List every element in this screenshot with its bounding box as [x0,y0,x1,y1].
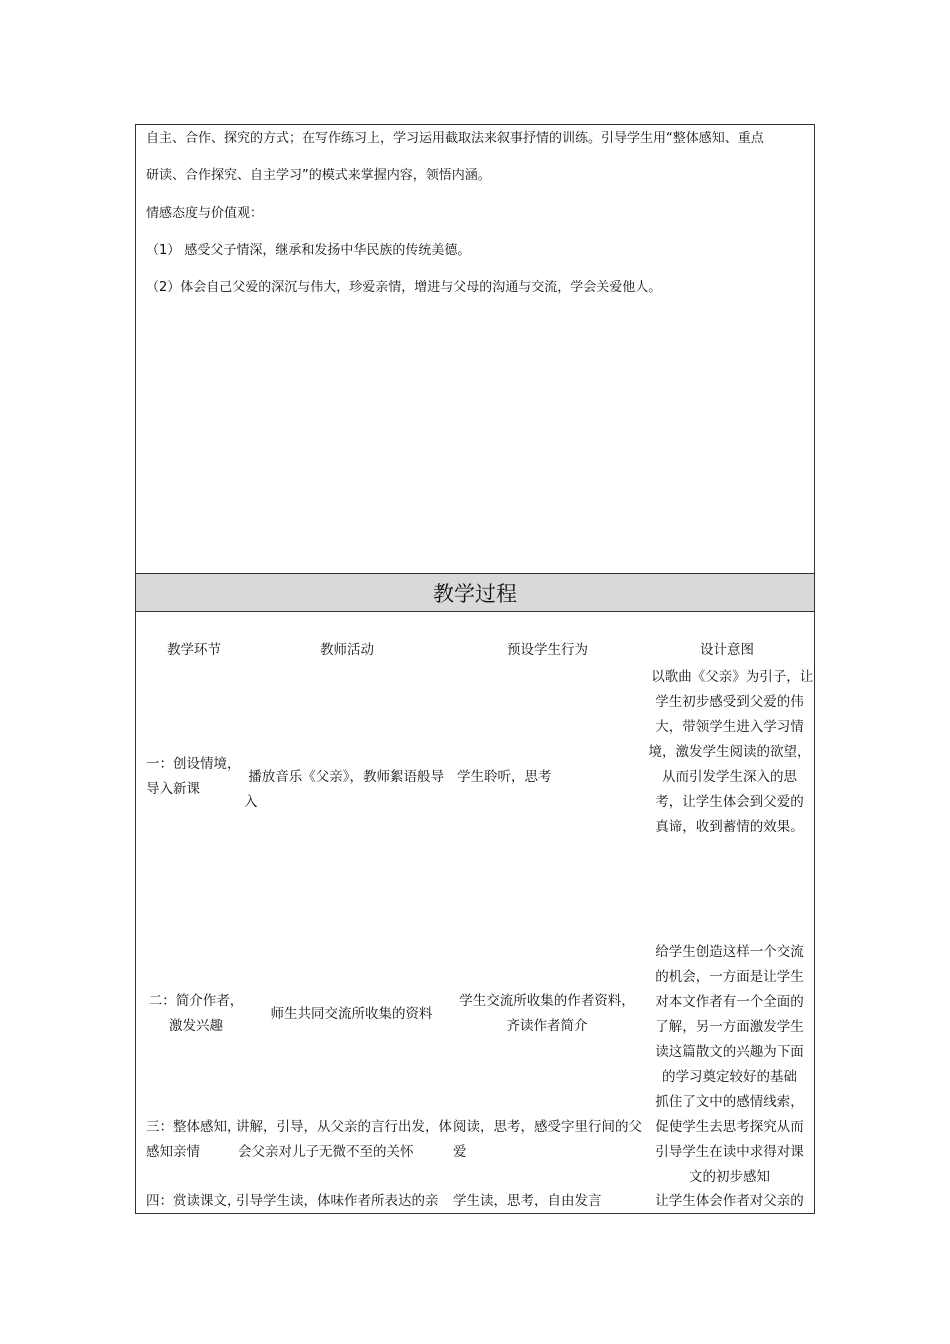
row2-intent: 给学生创造这样一个交流 的机会，一方面是让学生 对本文作者有一个全面的 了解，另一方面激发学生 读这篇散文的兴趣为下面 的学习奠定较好的基础 [655,944,804,1085]
objective-line: 研读、合作探究、自主学习”的模式来掌握内容，领悟内涵。 [146,168,491,183]
objective-line: 自主、合作、探究的方式；在写作练习上，学习运用截取法来叙事抒情的训练。引导学生用“整体感知、重点 [146,131,764,146]
row4-student: 学生读，思考，自由发言 [453,1193,602,1209]
process-header [136,573,814,612]
row4-teacher: 引导学生读，体味作者所表达的亲 [236,1193,439,1209]
row3-teacher: 讲解，引导，从父亲的言行出发，体 会父亲对儿子无微不至的关怀 [236,1119,452,1160]
column-header-teacher: 教师活动 [320,642,374,658]
row2-student: 学生交流所收集的作者资料， 齐读作者简介 [459,993,635,1034]
row2-stage: 二：简介作者， 激发兴趣 [148,993,244,1034]
column-header-stage: 教学环节 [167,642,221,658]
row1-intent: 以歌曲《父亲》为引子，让 学生初步感受到父爱的伟 大，带领学生进入学习情 境，激发学生阅读的欲望， 从而引发学生深入的思 考，让学生体会到父爱的 真谛，收到蓄情的效果。 [647,669,814,835]
row4-intent: 让学生体会作者对父亲的 [655,1193,804,1209]
row1-stage: 一：创设情境， 导入新课 [146,756,241,797]
row3-stage: 三：整体感知， 感知亲情 [146,1119,241,1160]
row3-student: 阅读，思考，感受字里行间的父 爱 [453,1119,642,1160]
row3-intent: 抓住了文中的感情线索， 促使学生去思考探究从而 引导学生在读中求得对课 文的初步感知 [655,1094,804,1185]
row1-student: 学生聆听，思考 [457,769,552,785]
row4-stage: 四：赏读课文， [146,1193,241,1209]
objective-heading: 情感态度与价值观： [146,206,264,221]
row2-teacher: 师生共同交流所收集的资料 [270,1006,433,1022]
row1-teacher: 播放音乐《父亲》，教师絮语般导 入 [244,769,445,810]
objective-line: （2）体会自己父爱的深沉与伟大，珍爱亲情，增进与父母的沟通与交流，学会关爱他人。 [146,280,662,295]
process-title: 教学过程 [433,581,517,606]
lesson-plan-frame [135,124,815,1214]
column-header-student: 预设学生行为 [507,642,588,658]
column-header-intent: 设计意图 [700,642,754,658]
objective-line: （1） 感受父子情深，继承和发扬中华民族的传统美德。 [146,243,471,258]
